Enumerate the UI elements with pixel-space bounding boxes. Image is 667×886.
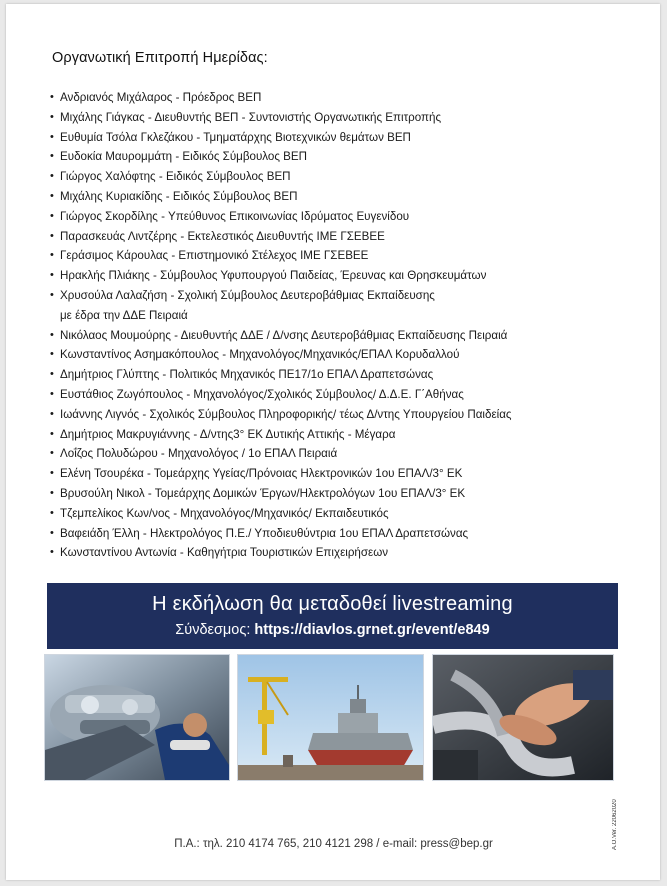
list-item: • Δημήτριος Μακρυγιάννης - Δ/ντης3° ΕΚ Δυτικής Αττικής - Μέγαρα xyxy=(50,427,396,441)
plumbing-image xyxy=(433,655,613,780)
list-item: • Χρυσούλα Λαλαζήση - Σχολική Σύμβουλος Δευτεροβάθμιας Εκπαίδευσης με έδρα την ΔΔΕ Πειραιά xyxy=(50,286,630,326)
document-code: Α.Ο.Ver. 22062020 xyxy=(612,799,618,850)
contact-footer: Π.Α.: τηλ. 210 4174 765, 210 4121 298 / e-mail: press@bep.gr xyxy=(174,838,493,850)
list-item: • Ιωάννης Λιγνός - Σχολικός Σύμβουλος Πληροφορικής/ τέως Δ/ντης Υπουργείου Παιδείας xyxy=(50,407,512,421)
list-item: • Ευδοκία Μαυρομμάτη - Ειδικός Σύμβουλος ΒΕΠ xyxy=(50,150,308,164)
list-item: • Ανδριανός Μιχάλαρος - Πρόεδρος ΒΕΠ xyxy=(50,91,262,104)
list-item: • Λοΐζος Πολυδώρου - Μηχανολόγος / 1ο ΕΠΑΛ Πειραιά xyxy=(50,447,338,461)
list-item-continuation: με έδρα την ΔΔΕ Πειραιά xyxy=(60,308,188,322)
list-item: • Μιχάλης Γιάγκας - Διευθυντής ΒΕΠ - Συντονιστής Οργανωτικής Επιτροπής xyxy=(50,110,442,124)
link-label: Σύνδεσμος: xyxy=(175,622,255,638)
engine-photo xyxy=(44,654,230,781)
plumbing-photo xyxy=(432,654,614,781)
list-item: • Νικόλαος Μουμούρης - Διευθυντής ΔΔΕ / Δ/νσης Δευτεροβάθμιας Εκπαίδευσης Πειραιά xyxy=(50,328,508,342)
list-item: • Ευστάθιος Ζωγόπουλος - Μηχανολόγος/Σχολικός Σύμβουλος/ Δ.Δ.Ε. Γ΄Αθήνας xyxy=(50,387,464,401)
livestream-banner xyxy=(47,583,618,649)
list-item: • Γιώργος Χαλόφτης - Ειδικός Σύμβουλος ΒΕΠ xyxy=(50,170,291,184)
list-item: • Ελένη Τσουρέκα - Τομεάρχης Υγείας/Πρόνοιας Ηλεκτρονικών 1ου ΕΠΑΛ/3° ΕΚ xyxy=(50,467,463,481)
list-item: • Βαφειάδη Έλλη - Ηλεκτρολόγος Π.Ε./ Υποδιευθύντρια 1ου ΕΠΑΛ Δραπετσώνας xyxy=(50,526,469,540)
committee-heading: Οργανωτική Επιτροπή Ημερίδας: xyxy=(52,50,268,66)
list-item: • Μιχάλης Κυριακίδης - Ειδικός Σύμβουλος ΒΕΠ xyxy=(50,189,298,203)
list-item: • Δημήτριος Γλύπτης - Πολιτικός Μηχανικός ΠΕ17/1ο ΕΠΑΛ Δραπετσώνας xyxy=(50,368,434,382)
list-item: • Κωνσταντίνου Αντωνία - Καθηγήτρια Τουριστικών Επιχειρήσεων xyxy=(50,546,389,560)
committee-list xyxy=(50,88,630,563)
livestream-link[interactable]: https://diavlos.grnet.gr/event/e849 xyxy=(254,622,490,638)
list-item: • Γιώργος Σκορδίλης - Υπεύθυνος Επικοινωνίας Ιδρύματος Ευγενίδου xyxy=(50,209,410,223)
list-item: • Παρασκευάς Λιντζέρης - Εκτελεστικός Διευθυντής ΙΜΕ ΓΣΕΒΕΕ xyxy=(50,229,385,243)
shipyard-photo xyxy=(237,654,424,781)
livestream-link-line xyxy=(47,622,618,638)
list-item: • Ηρακλής Πλιάκης - Σύμβουλος Υφυπουργού Παιδείας, Έρευνας και Θρησκευμάτων xyxy=(50,269,487,283)
list-item: • Ευθυμία Τσόλα Γκλεζάκου - Τμηματάρχης Βιοτεχνικών θεμάτων ΒΕΠ xyxy=(50,130,411,144)
engine-image xyxy=(45,655,229,780)
list-item: • Βρυσούλη Νικολ - Τομεάρχης Δομικών Έργων/Ηλεκτρολόγων 1ου ΕΠΑΛ/3° ΕΚ xyxy=(50,486,466,500)
shipyard-image xyxy=(238,655,423,780)
livestream-heading: Η εκδήλωση θα μεταδοθεί livestreaming xyxy=(152,593,513,615)
list-item: • Γεράσιμος Κάρουλας - Επιστημονικό Στέλεχος ΙΜΕ ΓΣΕΒΕΕ xyxy=(50,249,369,263)
list-item: • Κωνσταντίνος Ασημακόπουλος - Μηχανολόγος/Μηχανικός/ΕΠΑΛ Κορυδαλλού xyxy=(50,348,460,362)
list-item: • Τζεμπελίκος Κων/νος - Μηχανολόγος/Μηχανικός/ Εκπαιδευτικός xyxy=(50,506,389,520)
